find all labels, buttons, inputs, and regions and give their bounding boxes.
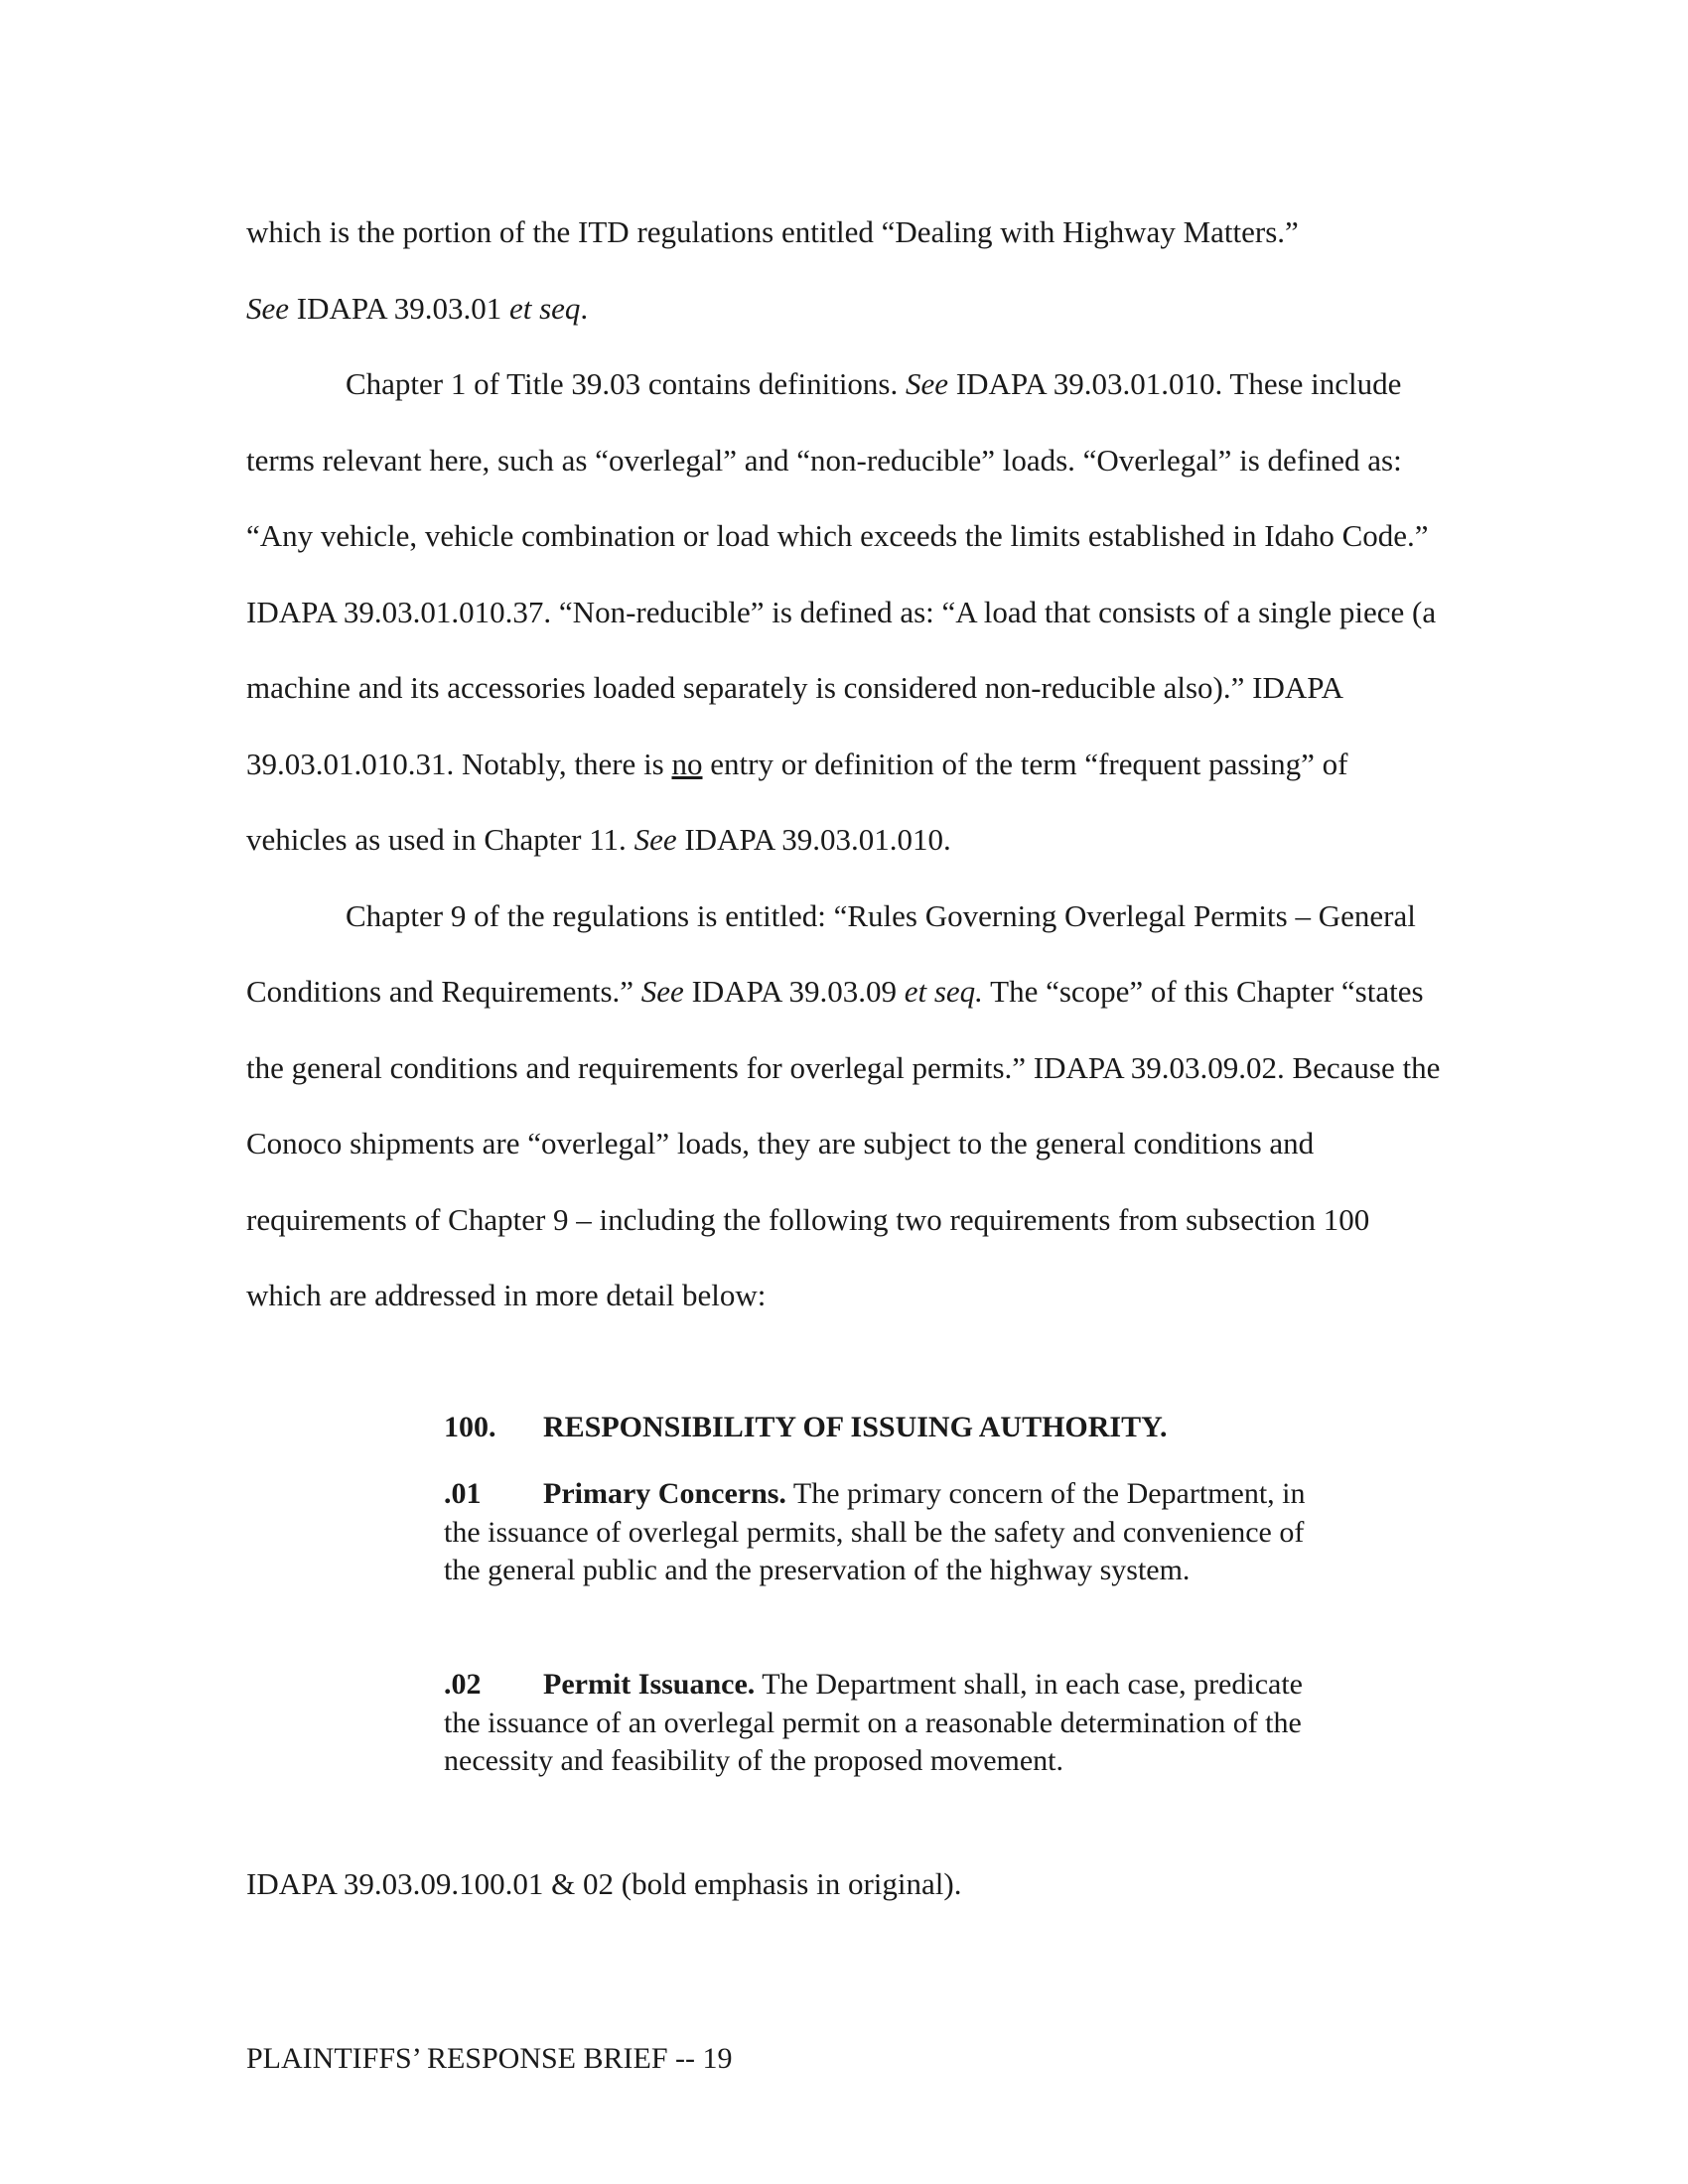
paragraph-chapter-9 — [246, 879, 1448, 1334]
subsection-number: .02 — [444, 1668, 482, 1701]
block-quote-item-02 — [444, 1666, 1318, 1781]
para2-text-b: IDAPA 39.03.01.010. These include terms relevant here, such as “overlegal” and “non-reducible” loads. “Overlegal” is defined as: “Any vehicle, vehicle combination or load which exceeds the limits established in Idaho Code.” IDAPA 39.03.01.010.37. “Non-reducible” is defined as: “A load that consists of a single piece (a machine and its accessories loaded separately is considered non-reducible also).” IDAPA 39.03.01.010.31. Notably, there is — [246, 366, 1437, 781]
para1-period: . — [580, 290, 589, 326]
see-signal: See — [633, 822, 677, 857]
para3-text-a: Chapter 9 of the regulations is entitled: “Rules Governing Overlegal Permits – General Conditions and Requirements.” — [246, 897, 1416, 1009]
para3-text-c: The “scope” of this Chapter “states the general conditions and requirements for overlegal permits.” IDAPA 39.03.09.02. Because the Conoco shipments are “overlegal” loads, they are subject to the general conditions and requirements of Chapter 9 – including the following two requirements from subsection 100 which are addressed in more detail below: — [246, 974, 1441, 1312]
quote-citation: IDAPA 39.03.09.100.01 & 02 (bold emphasis in original). — [246, 1866, 962, 1901]
section-number: 100. — [444, 1411, 496, 1443]
block-quote-heading — [444, 1408, 1168, 1447]
para2-text-c: entry or definition of the term “frequent passing” of vehicles as used in Chapter 11. — [246, 746, 1348, 857]
para1-line1: which is the portion of the ITD regulations entitled “Dealing with Highway Matters.” — [246, 214, 1299, 249]
para2-text-a: Chapter 1 of Title 39.03 contains definitions. — [346, 366, 906, 401]
et-seq: et seq — [508, 290, 581, 326]
block-quote-item-01 — [444, 1475, 1318, 1590]
subsection-text: The primary concern of the Department, in the issuance of overlegal permits, shall be the safety and convenience of the general public and the preservation of the highway system. — [444, 1477, 1306, 1586]
see-signal: See — [906, 366, 949, 401]
underlined-no: no — [671, 746, 703, 781]
paragraph-chapter-1 — [246, 346, 1448, 879]
subsection-number: .01 — [444, 1477, 482, 1510]
body-text — [246, 195, 1448, 1334]
see-signal: See — [640, 974, 684, 1009]
subsection-title: Permit Issuance. — [543, 1668, 756, 1701]
para1-citation: IDAPA 39.03.01 — [289, 290, 509, 326]
subsection-title: Primary Concerns. — [543, 1477, 786, 1510]
para3-text-b: IDAPA 39.03.09 — [683, 974, 905, 1009]
et-seq: et seq. — [904, 974, 983, 1009]
page-footer: PLAINTIFFS’ RESPONSE BRIEF -- 19 — [246, 2042, 733, 2075]
paragraph-continuation — [246, 195, 1448, 346]
see-signal: See — [246, 290, 290, 326]
subsection-text: The Department shall, in each case, predicate the issuance of an overlegal permit on a reasonable determination of the necessity and feasibility of the proposed movement. — [444, 1668, 1303, 1777]
para2-text-d: IDAPA 39.03.01.010. — [676, 822, 951, 857]
section-title: RESPONSIBILITY OF ISSUING AUTHORITY. — [543, 1411, 1168, 1443]
